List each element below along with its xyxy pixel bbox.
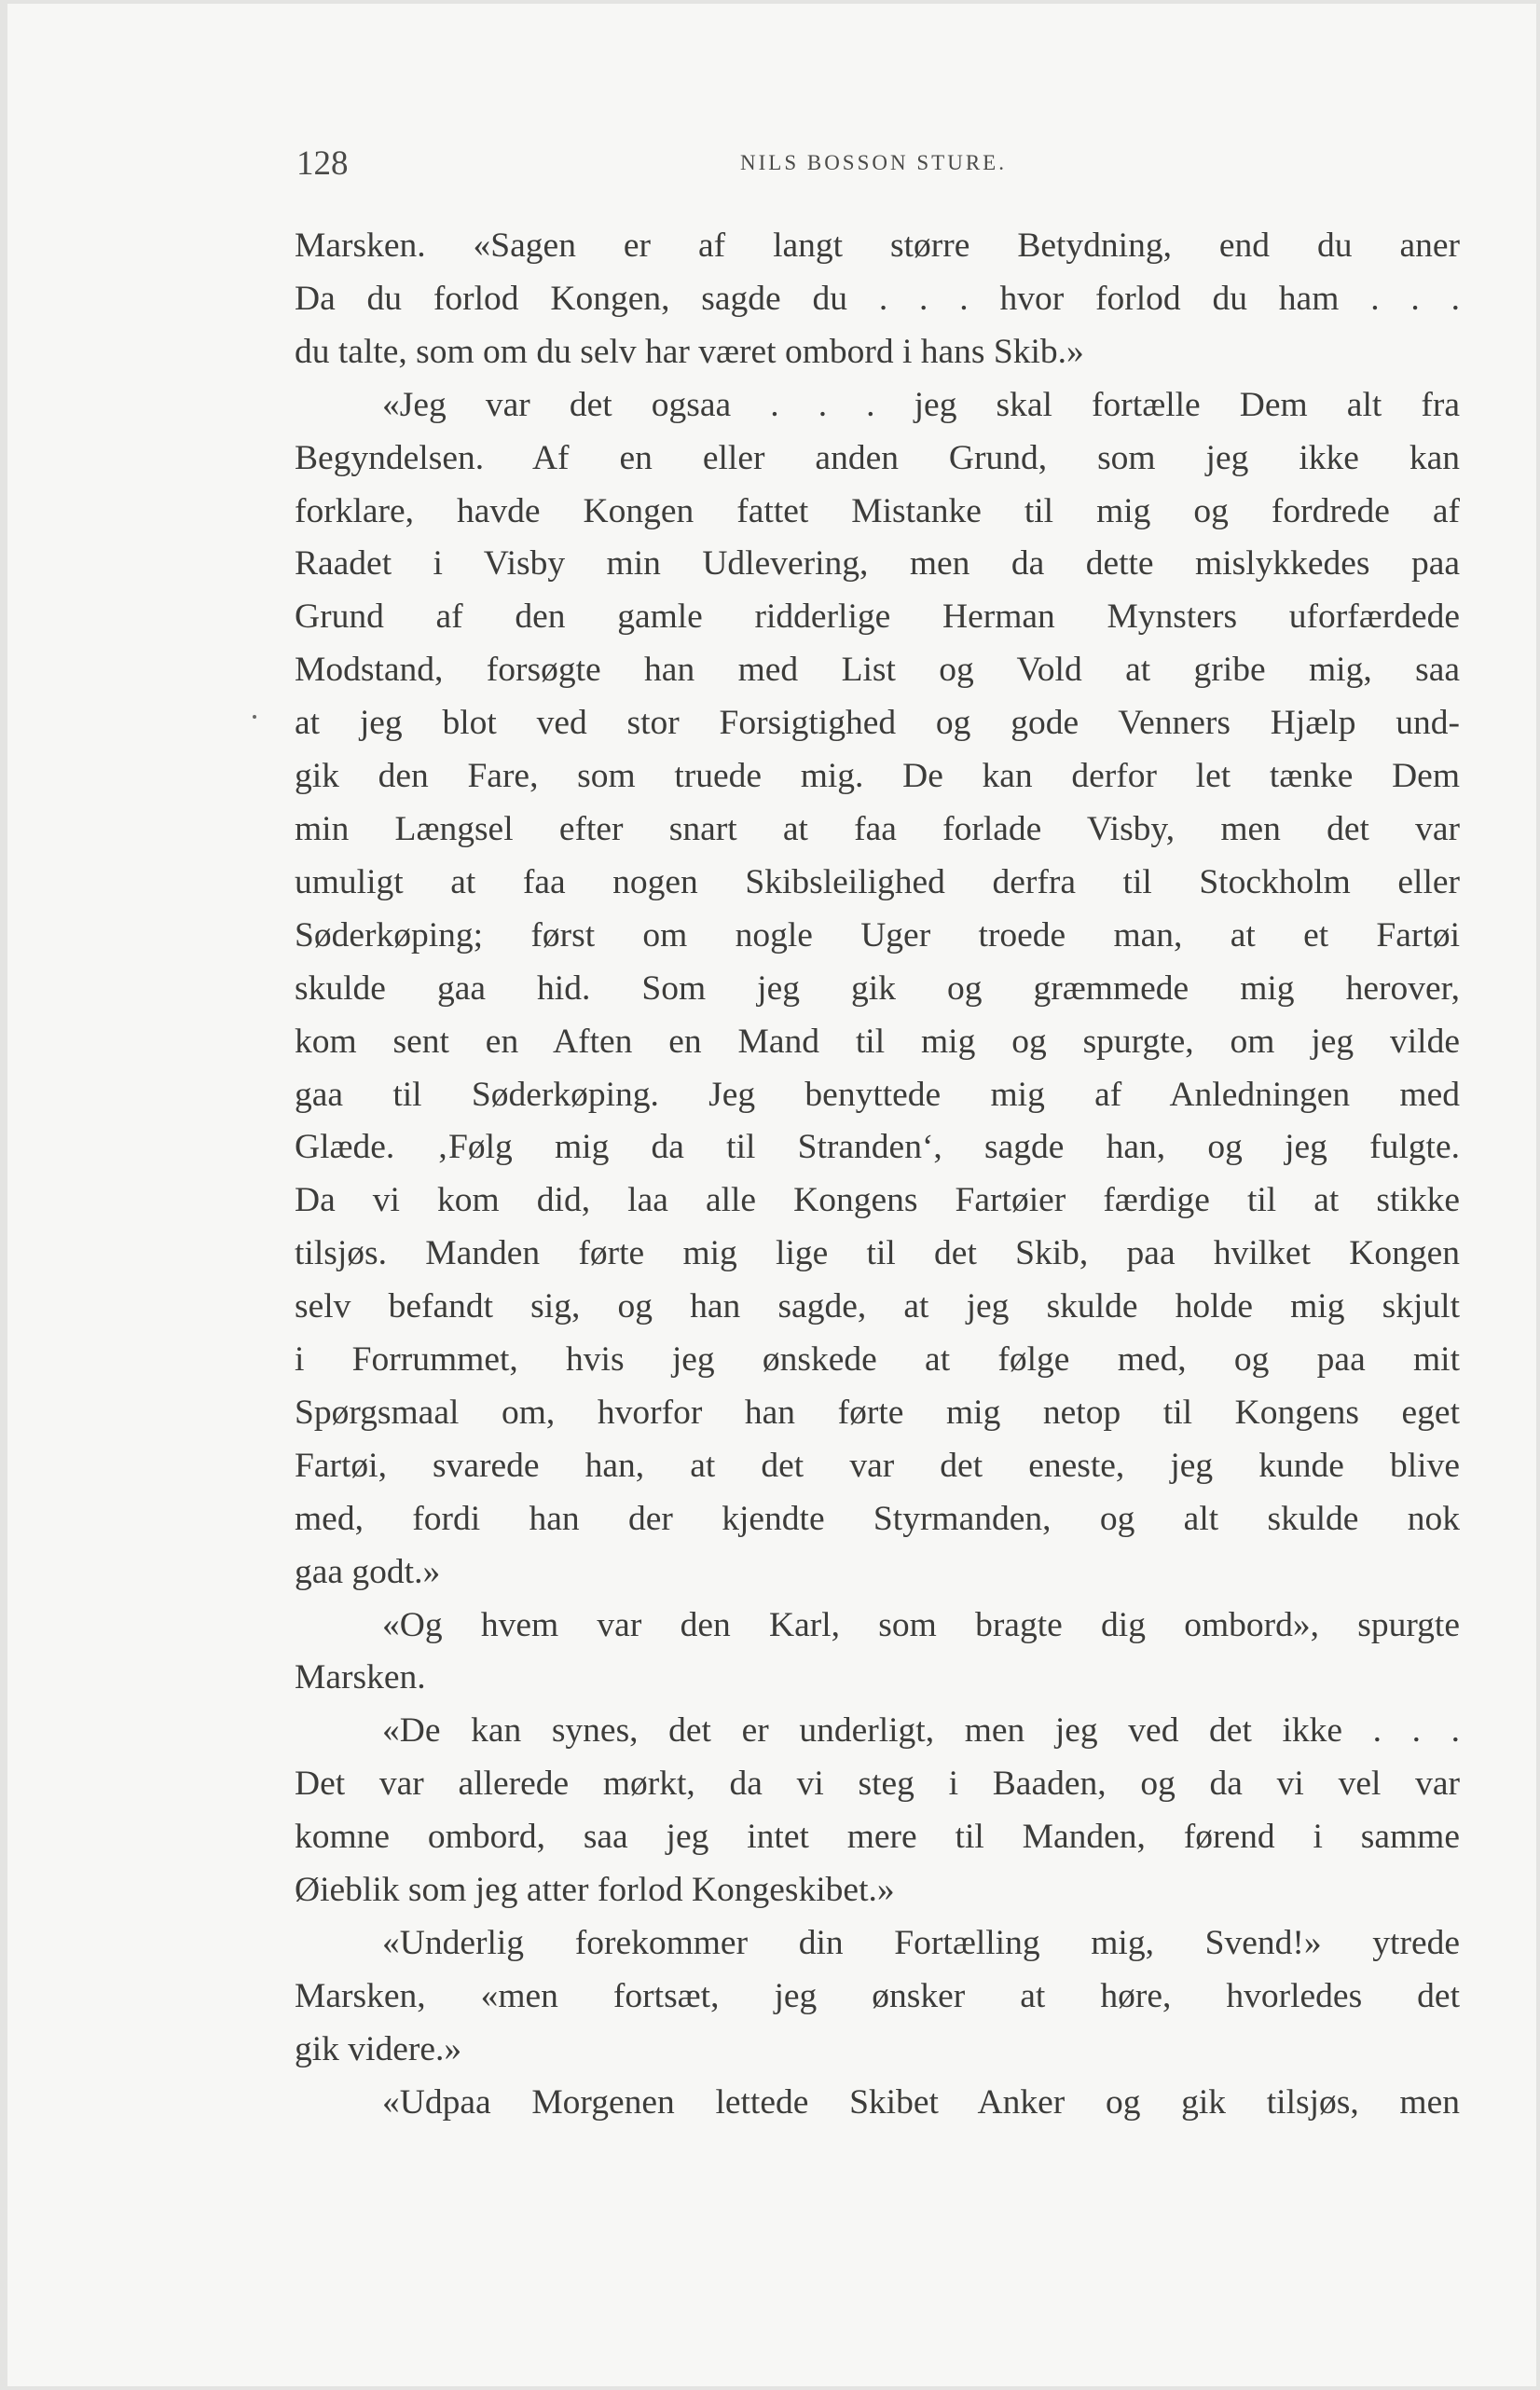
text-line: Raadet i Visby min Udlevering, men da dette mislykkedes paa	[295, 544, 1460, 584]
text-line: gaa til Søderkøping. Jeg benyttede mig af Anledningen med	[295, 1075, 1460, 1114]
text-line: Fartøi, svarede han, at det var det eneste, jeg kunde blive	[295, 1446, 1460, 1485]
paragraph	[295, 1705, 1460, 1917]
text-line: Marsken.	[295, 1658, 426, 1697]
text-line: min Længsel efter snart at faa forlade Visby, men det var	[295, 809, 1460, 848]
text-line: Marsken, «men fortsæt, jeg ønsker at høre, hvorledes det	[295, 1976, 1460, 2015]
text-line: i Forrummet, hvis jeg ønskede at følge med, og paa mit	[295, 1340, 1460, 1380]
running-title: NILS BOSSON STURE.	[740, 151, 1007, 174]
text-line: umuligt at faa nogen Skibsleilighed derfra til Stockholm eller	[295, 862, 1460, 901]
text-line: med, fordi han der kjendte Styrmanden, og alt skulde nok	[295, 1499, 1460, 1538]
margin-speck	[253, 715, 256, 719]
text-line: tilsjøs. Manden førte mig lige til det Skib, paa hvilket Kongen	[295, 1234, 1460, 1273]
text-line: Da vi kom did, laa alle Kongens Fartøier færdige til at stikke	[295, 1181, 1460, 1220]
text-line: «De kan synes, det er underligt, men jeg ved det ikke . . .	[382, 1711, 1460, 1751]
text-line: Begyndelsen. Af en eller anden Grund, som jeg ikke kan	[295, 438, 1460, 477]
text-line: Søderkøping; først om nogle Uger troede man, at et Fartøi	[295, 915, 1460, 955]
text-line: gik videre.»	[295, 2029, 462, 2068]
paragraph	[295, 379, 1460, 1600]
paragraph	[295, 220, 1460, 379]
text-line: Da du forlod Kongen, sagde du . . . hvor forlod du ham . . .	[295, 279, 1460, 318]
text-line: gik den Fare, som truede mig. De kan derfor let tænke Dem	[295, 757, 1460, 796]
book-page	[7, 4, 1536, 2386]
text-line: Glæde. ‚Følg mig da til Stranden‘, sagde han, og jeg fulgte.	[295, 1128, 1460, 1167]
paragraph	[295, 1600, 1460, 1706]
text-line: «Og hvem var den Karl, som bragte dig ombord», spurgte	[382, 1605, 1460, 1644]
text-line: gaa godt.»	[295, 1552, 441, 1591]
text-line: «Underlig forekommer din Fortælling mig, Svend!» ytrede	[382, 1924, 1460, 1962]
text-line: Grund af den gamle ridderlige Herman Mynsters uforfærdede	[295, 598, 1460, 637]
paragraph	[295, 1917, 1460, 2077]
paragraph	[295, 2077, 1460, 2130]
text-line: du talte, som om du selv har været ombord i hans Skib.»	[295, 332, 1084, 371]
text-line: skulde gaa hid. Som jeg gik og græmmede mig herover,	[295, 968, 1460, 1008]
page-number: 128	[296, 144, 349, 183]
text-line: kom sent en Aften en Mand til mig og spurgte, om jeg vilde	[295, 1022, 1460, 1061]
text-line: Modstand, forsøgte han med List og Vold at gribe mig, saa	[295, 651, 1460, 690]
text-line: at jeg blot ved stor Forsigtighed og gode Venners Hjælp und-	[295, 704, 1460, 743]
text-line: Spørgsmaal om, hvorfor han førte mig netop til Kongens eget	[295, 1393, 1460, 1432]
body-text	[295, 220, 1460, 2130]
text-line: forklare, havde Kongen fattet Mistanke til mig og fordrede af	[295, 491, 1460, 530]
text-line: Det var allerede mørkt, da vi steg i Baaden, og da vi vel var	[295, 1765, 1460, 1804]
text-line: «Udpaa Morgenen lettede Skibet Anker og gik tilsjøs, men	[382, 2082, 1460, 2122]
text-line: Øieblik som jeg atter forlod Kongeskibet.»	[295, 1871, 895, 1910]
page-header	[296, 144, 1462, 190]
text-line: selv befandt sig, og han sagde, at jeg skulde holde mig skjult	[295, 1287, 1460, 1326]
text-line: komne ombord, saa jeg intet mere til Manden, førend i samme	[295, 1818, 1460, 1857]
text-line: Marsken. «Sagen er af langt større Betydning, end du aner	[295, 227, 1460, 265]
text-line: «Jeg var det ogsaa . . . jeg skal fortælle Dem alt fra	[382, 385, 1460, 424]
